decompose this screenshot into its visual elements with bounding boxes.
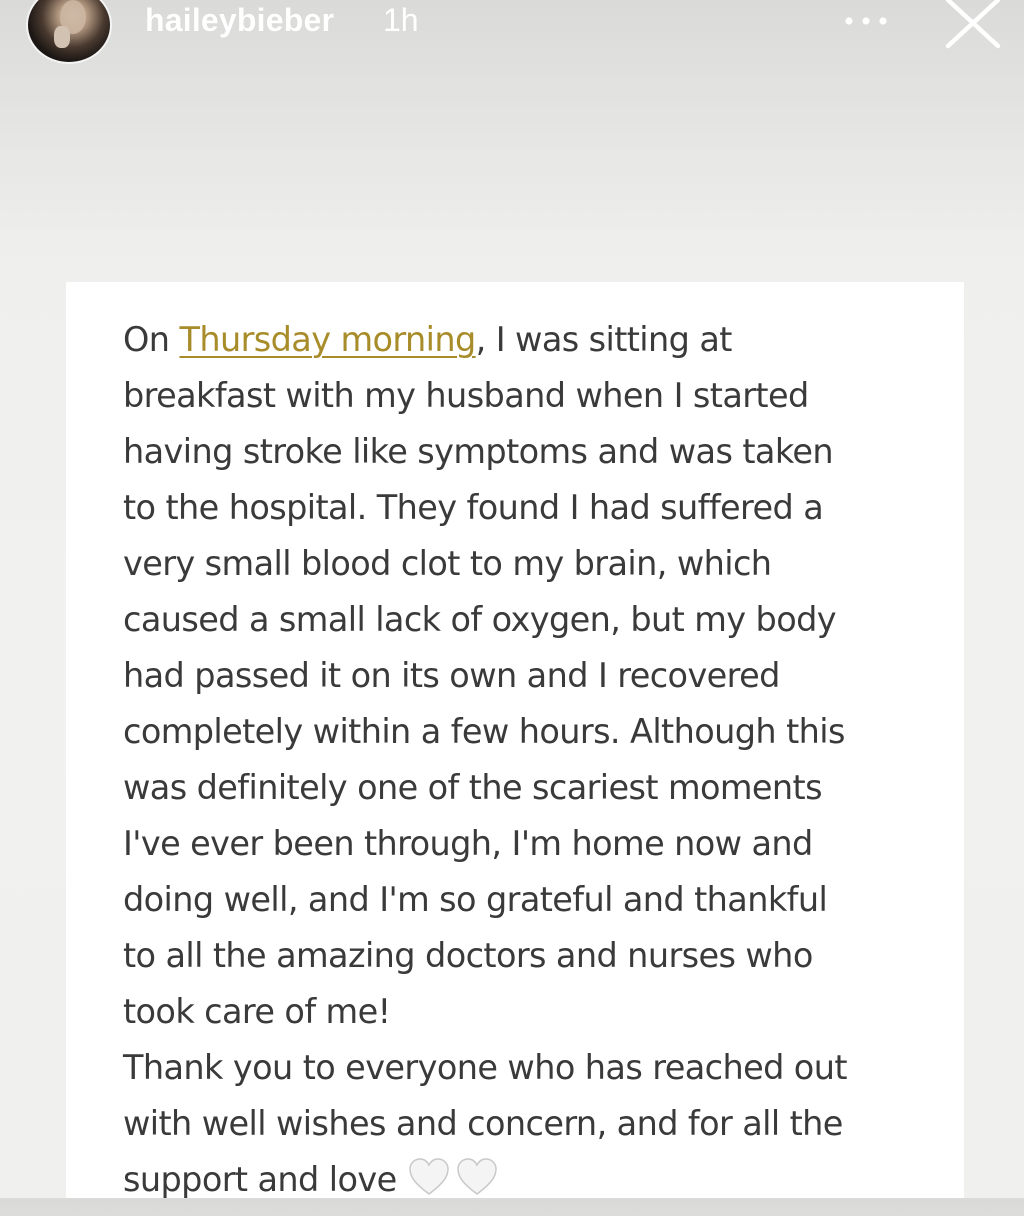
close-icon <box>944 0 1002 50</box>
post-line: had passed it on its own and I recovered <box>123 656 780 695</box>
post-line <box>123 312 943 368</box>
text-post-card <box>66 282 964 1198</box>
thursday-morning-link[interactable]: Thursday morning <box>179 320 476 359</box>
post-line: was definitely one of the scariest moments <box>123 768 822 807</box>
post-line: with well wishes and concern, and for all the <box>123 1104 843 1143</box>
white-heart-icon <box>455 1155 499 1199</box>
post-line: to all the amazing doctors and nurses who <box>123 936 813 975</box>
more-horizontal-icon <box>842 16 890 26</box>
username[interactable]: haileybieber <box>145 2 335 38</box>
post-line: I've ever been through, I'm home now and <box>123 824 813 863</box>
post-line: doing well, and I'm so grateful and thankful <box>123 880 828 919</box>
post-line: Thank you to everyone who has reached out <box>123 1048 847 1087</box>
post-line: very small blood clot to my brain, which <box>123 544 772 583</box>
white-heart-icon <box>407 1155 451 1199</box>
avatar[interactable] <box>26 0 112 64</box>
post-line: took care of me! <box>123 992 391 1031</box>
timestamp: 1h <box>383 2 419 38</box>
post-last-text: support and love <box>123 1160 397 1199</box>
more-options-button[interactable] <box>842 4 890 36</box>
post-line: having stroke like symptoms and was taken <box>123 432 834 471</box>
heart-emojis <box>407 1155 503 1216</box>
post-line: to the hospital. They found I had suffered a <box>123 488 824 527</box>
close-button[interactable] <box>944 0 1002 50</box>
avatar-hand <box>54 26 70 48</box>
post-line-last <box>123 1152 943 1208</box>
post-text <box>123 312 943 1208</box>
post-line: completely within a few hours. Although this <box>123 712 845 751</box>
post-line: caused a small lack of oxygen, but my body <box>123 600 837 639</box>
post-line-suffix: , I was sitting at <box>475 320 732 359</box>
post-line: breakfast with my husband when I started <box>123 376 809 415</box>
post-line-prefix: On <box>123 320 180 359</box>
story-header <box>0 0 1024 80</box>
